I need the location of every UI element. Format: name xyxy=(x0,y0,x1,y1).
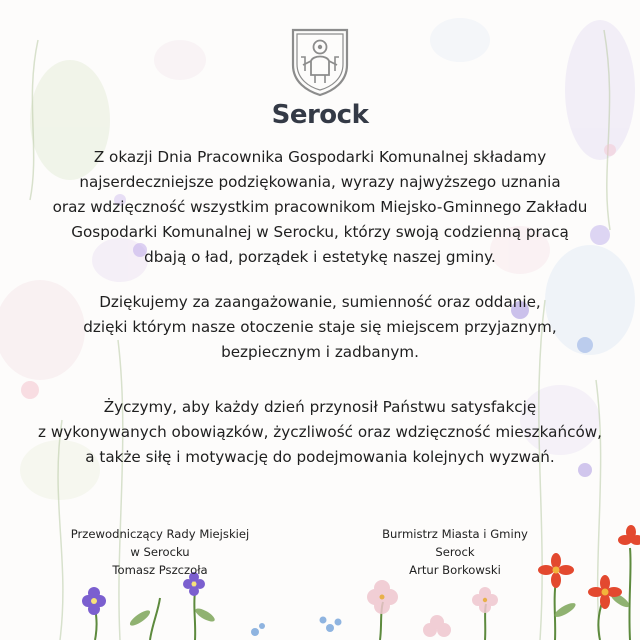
message-line: Gospodarki Komunalnej w Serocku, którzy swoją codzienną pracą xyxy=(71,223,569,241)
message-paragraph-2 xyxy=(0,290,640,365)
serock-crest-emblem xyxy=(289,27,351,97)
message-paragraph-1 xyxy=(0,145,640,270)
signature-name: Artur Borkowski xyxy=(409,563,501,577)
signature-mayor xyxy=(325,525,585,579)
message-paragraph-3 xyxy=(0,395,640,470)
signature-title: Przewodniczący Rady Miejskiej xyxy=(70,527,250,541)
message-line: dzięki którym nasze otoczenie staje się miejscem przyjaznym, xyxy=(83,318,557,336)
signature-title: Burmistrz Miasta i Gminy xyxy=(382,527,528,541)
message-line: Z okazji Dnia Pracownika Gospodarki Komunalnej składamy xyxy=(93,148,547,166)
message-line: najserdeczniejsze podziękowania, wyrazy najwyższego uznania xyxy=(79,173,561,191)
message-line: z wykonywanych obowiązków, życzliwość oraz wdzięczność mieszkańców, xyxy=(38,423,602,441)
signature-title: Serock xyxy=(435,545,475,559)
message-line: a także siłę i motywację do podejmowania kolejnych wyzwań. xyxy=(85,448,555,466)
signature-name: Tomasz Pszczoła xyxy=(112,563,208,577)
message-line: oraz wdzięczność wszystkim pracownikom Miejsko-Gminnego Zakładu xyxy=(52,198,588,216)
signature-title: w Serocku xyxy=(130,545,190,559)
brand-wordmark: Serock xyxy=(271,100,369,130)
message-line: bezpiecznym i zadbanym. xyxy=(221,343,419,361)
message-line: Dziękujemy za zaangażowanie, sumienność oraz oddanie, xyxy=(99,293,541,311)
message-line: Życzymy, aby każdy dzień przynosił Państwu satysfakcję xyxy=(103,398,537,416)
message-line: dbają o ład, porządek i estetykę naszej gminy. xyxy=(144,248,496,266)
signature-council-chairman xyxy=(30,525,290,579)
